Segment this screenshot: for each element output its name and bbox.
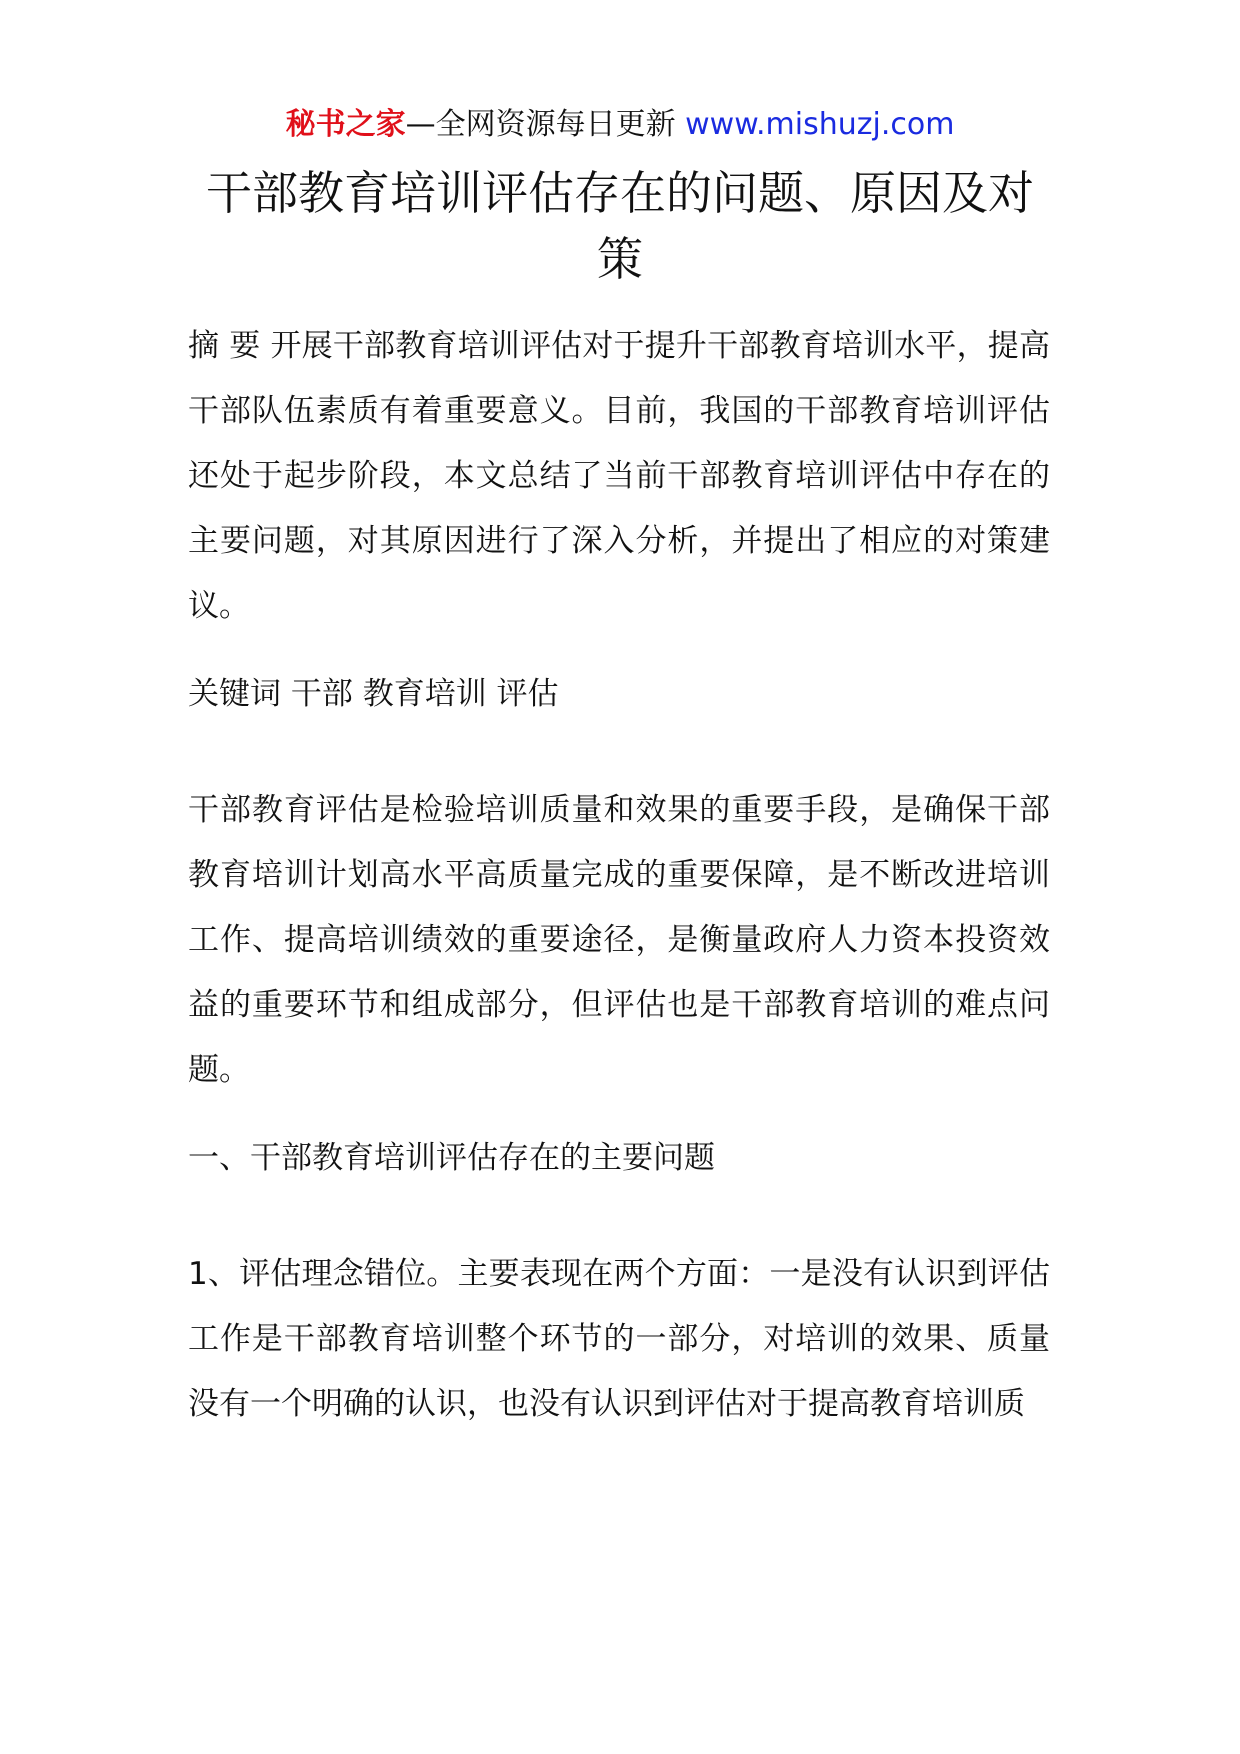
- site-slogan: —全网资源每日更新: [405, 107, 686, 142]
- intro-paragraph: 干部教育评估是检验培训质量和效果的重要手段，是确保干部教育培训计划高水平高质量完成的重要保障，是不断改进培训工作、提高培训绩效的重要途径，是衡量政府人力资本投资效益的重要环节和组成部分，但评估也是干部教育培训的难点问题。: [188, 792, 1050, 1088]
- document-title: 干部教育培训评估存在的问题、原因及对策: [206, 166, 1034, 286]
- site-name: 秘书之家: [285, 107, 406, 142]
- section-1-paragraph: 1、评估理念错位。主要表现在两个方面：一是没有认识到评估工作是干部教育培训整个环节的一部分，对培训的效果、质量没有一个明确的认识，也没有认识到评估对于提高教育培训质: [188, 1256, 1050, 1422]
- keywords-line: 关键词 干部 教育培训 评估: [188, 676, 559, 712]
- section-1-heading: 一、干部教育培训评估存在的主要问题: [188, 1140, 715, 1176]
- site-header: [0, 100, 1240, 150]
- site-url-link[interactable]: www.mishuzj.com: [685, 107, 955, 142]
- abstract-paragraph: 摘 要 开展干部教育培训评估对于提升干部教育培训水平，提高干部队伍素质有着重要意义。目前，我国的干部教育培训评估还处于起步阶段，本文总结了当前干部教育培训评估中存在的主要问题，对其原因进行了深入分析，并提出了相应的对策建议。: [188, 328, 1050, 624]
